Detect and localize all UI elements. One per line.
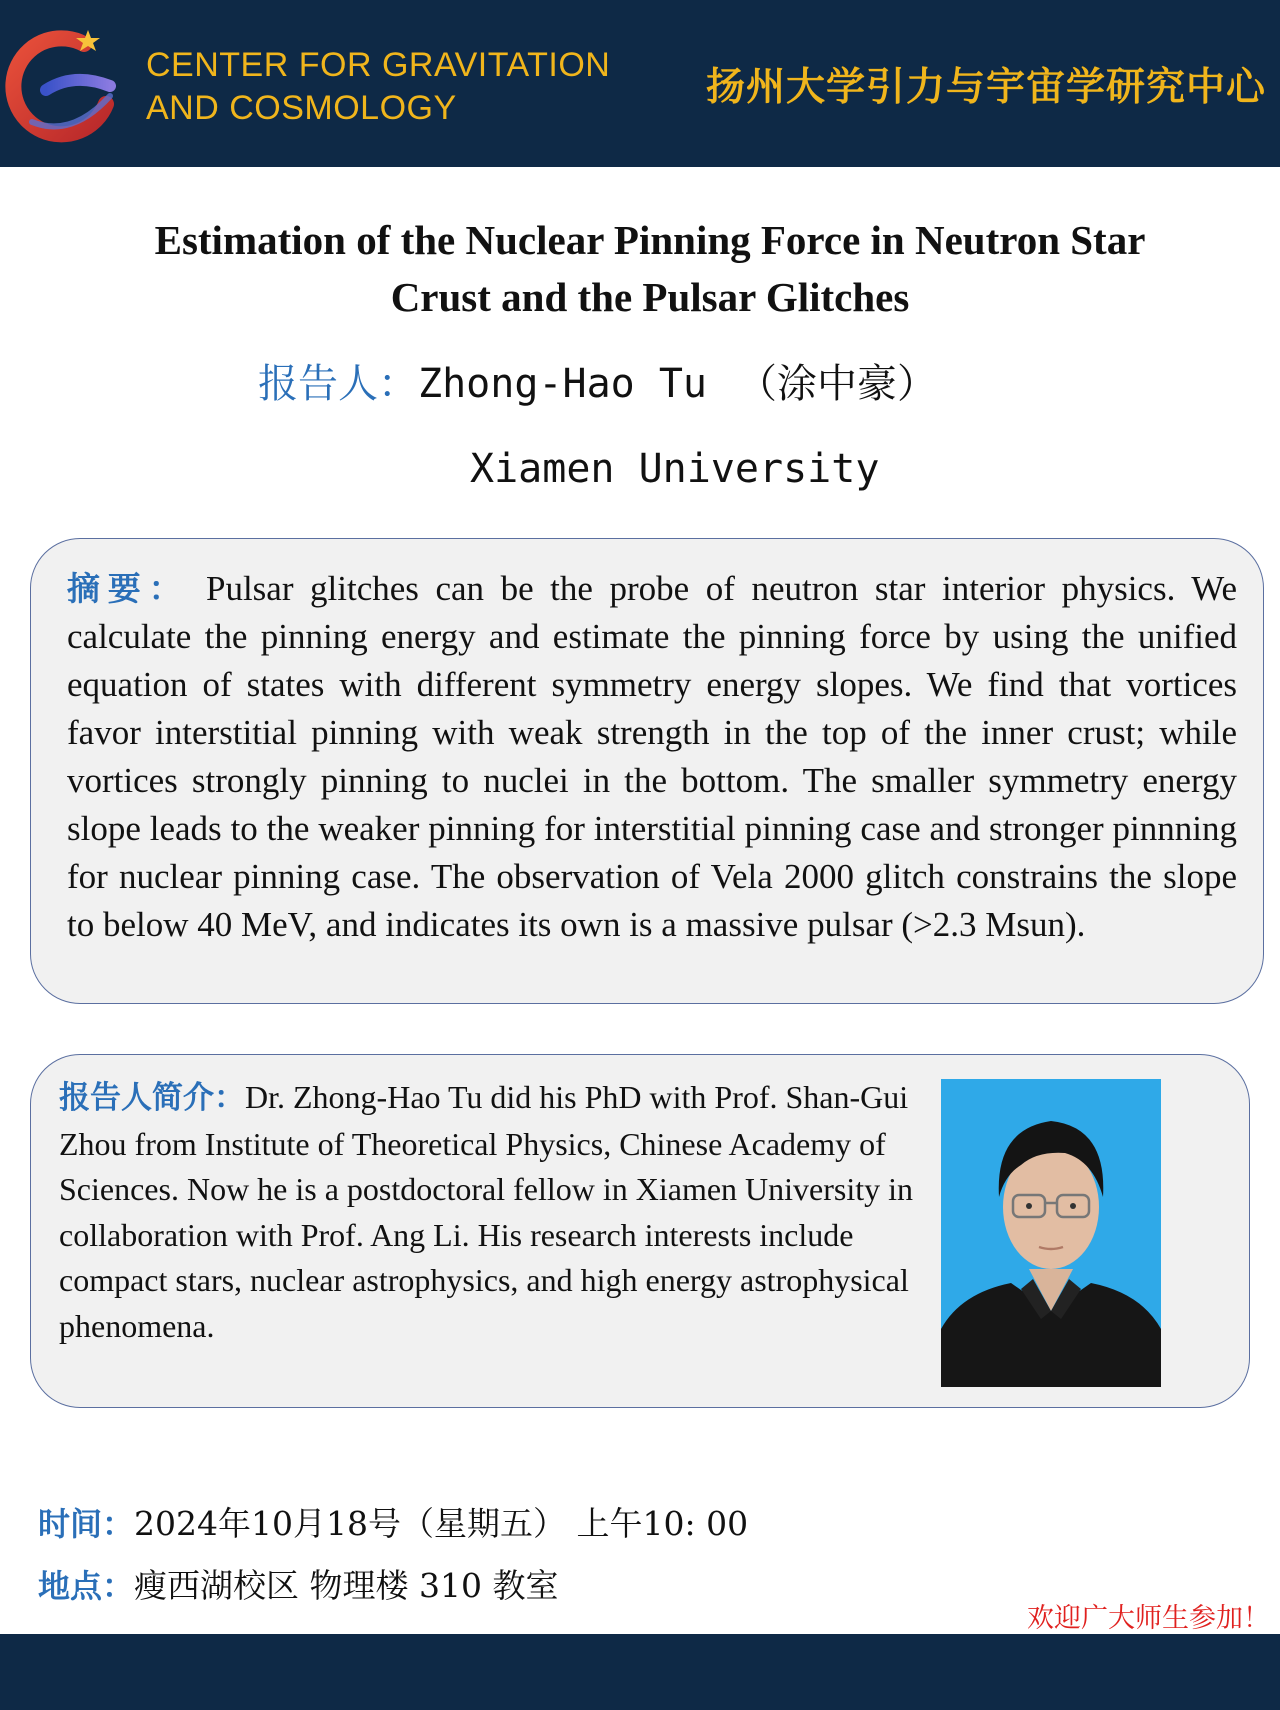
speaker-name-chinese: （涂中豪）	[736, 361, 937, 407]
speaker-portrait-icon	[941, 1079, 1161, 1387]
abstract-label: 摘要：	[67, 569, 190, 608]
org-name-line-2: AND COSMOLOGY	[146, 89, 457, 127]
speaker-bio-box	[30, 1054, 1250, 1408]
abstract-text: Pulsar glitches can be the probe of neutron star interior physics. We calculate the pinning energy and estimate the pinning force by using the unified equation of states with different symmetry energy slopes. We find that vortices favor interstitial pinning with weak strength in the top of the inner crust; while vortices strongly pinning to nuclei in the bottom. The smaller symmetry energy slope leads to the weaker pinning for interstitial pinning case and stronger pinnning for nuclear pinning case. The observation of Vela 2000 glitch constrains the slope to below 40 MeV, and indicates its own is a massive pulsar (>2.3 Msun).	[67, 569, 1238, 944]
talk-title	[40, 212, 1260, 326]
abstract-box	[30, 538, 1264, 1004]
talk-title-line-2: Crust and the Pulsar Glitches	[390, 274, 910, 320]
bio-label: 报告人简介：	[59, 1080, 245, 1116]
abstract-text-block	[67, 565, 1237, 949]
bio-text-block	[59, 1075, 919, 1349]
place-label: 地点：	[38, 1567, 135, 1605]
speaker-affiliation: Xiamen University	[470, 446, 880, 492]
org-name-english	[146, 44, 610, 130]
footer-bar	[0, 1634, 1280, 1710]
header-banner	[0, 0, 1280, 167]
event-place	[38, 1560, 558, 1607]
org-name-line-1: CENTER FOR GRAVITATION	[146, 46, 611, 84]
gravitation-logo-icon	[2, 26, 120, 144]
speaker-label: 报告人：	[258, 361, 418, 407]
time-label: 时间：	[38, 1505, 135, 1543]
speaker-line	[258, 352, 937, 409]
org-name-chinese: 扬州大学引力与宇宙学研究中心	[705, 64, 1266, 110]
time-value: 2024年10月18号（星期五） 上午10: 00	[134, 1504, 749, 1543]
bio-text: Dr. Zhong-Hao Tu did his PhD with Prof. Shan-Gui Zhou from Institute of Theoretical Physics, Chinese Academy of Sciences. Now he is a postdoctoral fellow in Xiamen University in collaboration with Prof. Ang Li. His research interests include compact stars, nuclear astrophysics, and high energy astrophysical phenomena.	[59, 1079, 914, 1344]
welcome-note: 欢迎广大师生参加！	[1027, 1603, 1270, 1634]
place-value: 瘦西湖校区 物理楼 310 教室	[134, 1566, 559, 1605]
speaker-name: Zhong-Hao Tu	[418, 361, 707, 407]
event-time	[38, 1498, 748, 1545]
speaker-photo	[941, 1079, 1161, 1387]
talk-title-line-1: Estimation of the Nuclear Pinning Force in Neutron Star	[154, 217, 1146, 263]
